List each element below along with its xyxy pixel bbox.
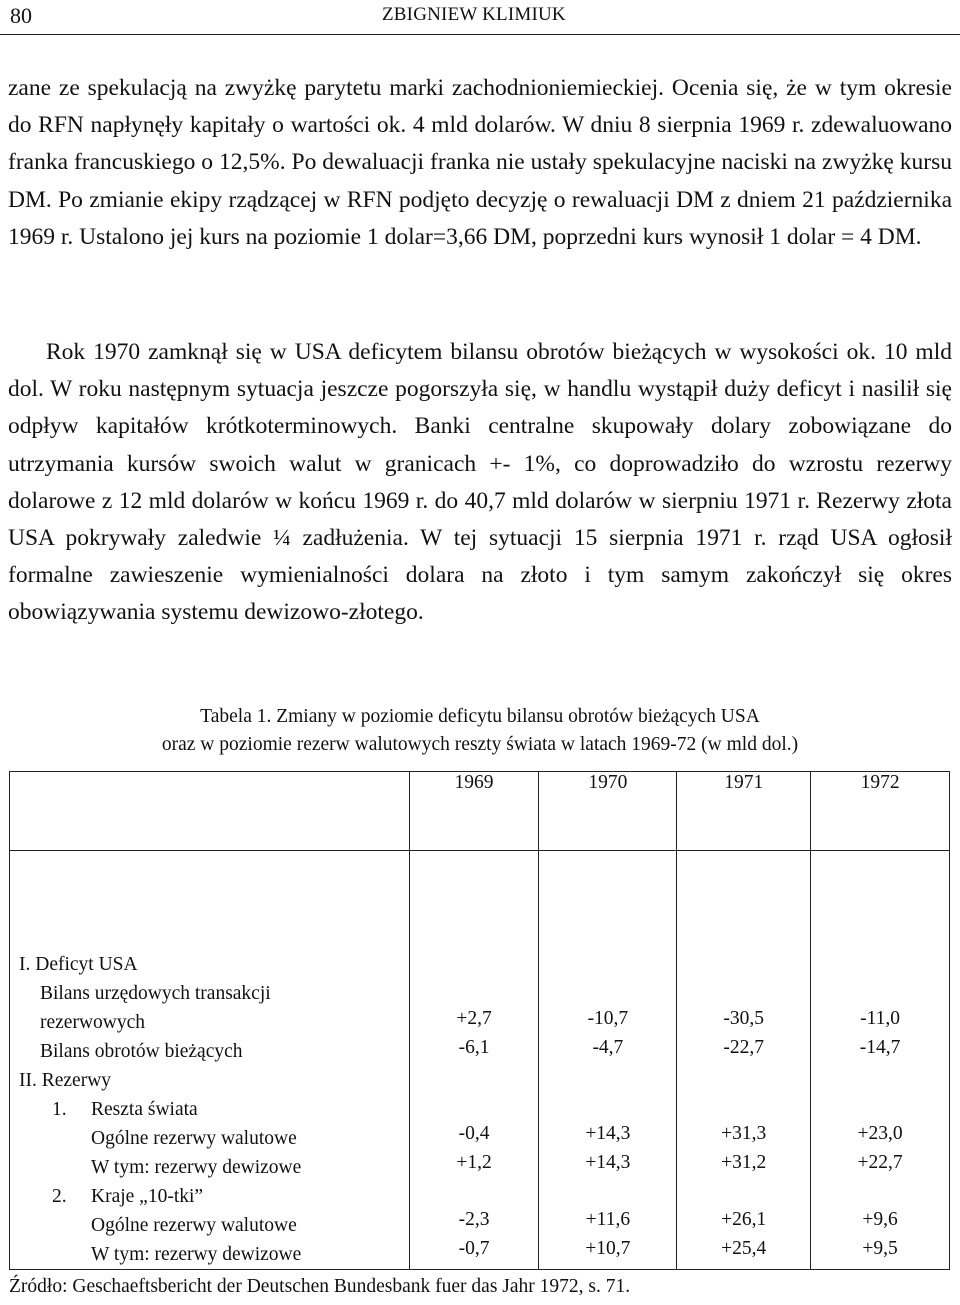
row-label-g10-fx: W tym: rezerwy dewizowe [91, 1244, 302, 1265]
value-cell: +22,7 [857, 1152, 903, 1173]
year-header: 1971 [677, 772, 811, 851]
value-cell: +31,3 [721, 1123, 767, 1144]
row-label-deficit-heading: I. Deficyt USA [19, 954, 138, 975]
value-cell: +11,6 [585, 1209, 631, 1230]
value-cell: -6,1 [458, 1037, 490, 1058]
values-column-1969 [409, 851, 539, 1270]
data-table [9, 771, 950, 1270]
row-number: 1. [52, 1099, 67, 1120]
row-label-text: Kraje „10-tki” [91, 1186, 204, 1207]
table-header-row [10, 772, 950, 851]
year-header: 1970 [539, 772, 677, 851]
row-label-official-line-2: rezerwowych [40, 1012, 146, 1033]
row-labels-cell [10, 851, 410, 1270]
row-label-text: Reszta świata [91, 1099, 198, 1120]
value-cell: +25,4 [721, 1238, 767, 1259]
value-cell: +10,7 [585, 1238, 631, 1259]
value-cell: -0,4 [458, 1123, 490, 1144]
value-cell: -14,7 [859, 1037, 901, 1058]
table-caption-line-1: Tabela 1. Zmiany w poziomie deficytu bilansu obrotów bieżących USA [200, 706, 760, 727]
value-cell: +14,3 [585, 1123, 631, 1144]
row-label-rest-fx: W tym: rezerwy dewizowe [91, 1157, 302, 1178]
value-cell: -22,7 [723, 1037, 765, 1058]
value-cell: +9,6 [862, 1209, 898, 1230]
page-number: 80 [10, 3, 32, 28]
row-label-official-line-1: Bilans urzędowych transakcji [40, 983, 271, 1004]
running-head: ZBIGNIEW KLIMIUK [382, 4, 566, 25]
value-cell: -10,7 [587, 1008, 629, 1029]
year-header: 1972 [811, 772, 950, 851]
row-label-rest-of-world [10, 1095, 409, 1124]
value-cell: +2,7 [456, 1008, 492, 1029]
value-cell: -4,7 [592, 1037, 624, 1058]
row-label-current-account: Bilans obrotów bieżących [40, 1041, 243, 1062]
value-cell: +1,2 [456, 1152, 492, 1173]
paragraph-2: Rok 1970 zamknął się w USA deficytem bilansu obrotów bieżących w wysokości ok. 10 mld dol. W roku następnym sytuacja jeszcze pogorszyła się, w handlu wystąpił duży deficyt i nasilił się odpływ kapitałów krótkoterminowych. Banki centralne skupowały dolary zobowiązane do utrzymania kursów swoich walut w granicach +- 1%, co doprowadziło do wzrostu rezerwy dolarowe z 12 mld dolarów w końcu 1969 r. do 40,7 mld dolarów w sierpniu 1971 r. Rezerwy złota USA pokrywały zaledwie ¼ zadłużenia. W tej sytuacji 15 sierpnia 1971 r. rząd USA ogłosił formalne zawieszenie wymienialności dolara na złoto i tym samym zakończył się okres obowiązywania systemu dewizowo-złotego. [8, 339, 952, 626]
values-column-1971 [677, 851, 811, 1270]
table-body-row [10, 851, 950, 1270]
value-cell: +14,3 [585, 1152, 631, 1173]
paragraph-1: zane ze spekulacją na zwyżkę parytetu marki zachodnioniemieckiej. Ocenia się, że w tym okresie do RFN napłynęły kapitały o wartości ok. 4 mld dolarów. W dniu 8 sierpnia 1969 r. zdewaluowano franka francuskiego o 12,5%. Po dewaluacji franka nie ustały spekulacyjne naciski na zwyżkę kursu DM. Po zmianie ekipy rządzącej w RFN podjęto decyzję o rewaluacji DM z dniem 21 października 1969 r. Ustalono jej kurs na poziomie 1 dolar=3,66 DM, poprzedni kurs wynosił 1 dolar = 4 DM. [8, 75, 952, 250]
page-header [0, 0, 960, 35]
table-caption-line-2: oraz w poziomie rezerw walutowych reszty świata w latach 1969-72 (w mld dol.) [161, 734, 799, 755]
value-cell: +31,2 [721, 1152, 767, 1173]
value-cell: +23,0 [857, 1123, 903, 1144]
value-cell: -2,3 [458, 1209, 490, 1230]
value-cell: -11,0 [860, 1008, 901, 1029]
value-cell: +26,1 [721, 1209, 767, 1230]
row-label-g10-total: Ogólne rezerwy walutowe [91, 1215, 297, 1236]
value-cell: -0,7 [458, 1238, 490, 1259]
value-cell: -30,5 [723, 1008, 765, 1029]
source-note: Źródło: Geschaeftsbericht der Deutschen Bundesbank fuer das Jahr 1972, s. 71. [9, 1276, 631, 1297]
year-header: 1969 [409, 772, 539, 851]
table-caption [0, 703, 960, 759]
table-corner-cell [10, 772, 410, 851]
row-label-reserves-heading: II. Rezerwy [19, 1070, 112, 1091]
value-cell: +9,5 [862, 1238, 898, 1259]
row-label-g10 [10, 1182, 409, 1211]
row-label-rest-total: Ogólne rezerwy walutowe [91, 1128, 297, 1149]
values-column-1972 [811, 851, 950, 1270]
values-column-1970 [539, 851, 677, 1270]
row-number: 2. [52, 1186, 67, 1207]
